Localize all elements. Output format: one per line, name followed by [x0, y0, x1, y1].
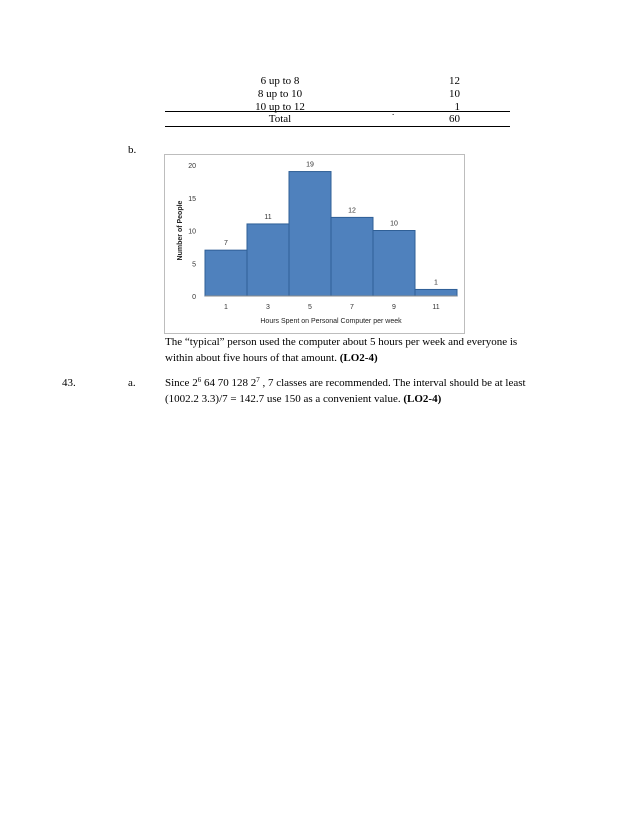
- histogram-chart: [164, 154, 465, 334]
- recommendation-text: , 7 classes are recommended. The interval should be at least: [259, 377, 526, 389]
- histogram-bar: [247, 224, 289, 296]
- table-row: [0, 75, 638, 87]
- learning-objective-tag: (LO2-4): [339, 352, 378, 364]
- exponent-7: 7: [256, 376, 260, 384]
- x-tick-label: 11: [432, 304, 440, 311]
- histogram-svg: [165, 155, 464, 333]
- x-axis-label: Hours Spent on Personal Computer per week: [260, 318, 402, 325]
- y-tick-label: 15: [188, 195, 196, 203]
- table-total-row: [0, 113, 638, 125]
- class-cell: 6 up to 8: [260, 75, 300, 87]
- x-tick-label: 5: [308, 304, 312, 311]
- y-tick-label: 5: [192, 261, 196, 269]
- bar-data-label: 7: [224, 240, 228, 248]
- histogram-bar: [415, 289, 457, 296]
- comparison-text: 64 70 128 2: [201, 377, 257, 389]
- part-b-label: b.: [128, 144, 137, 156]
- bar-data-label: 10: [390, 220, 398, 228]
- count-cell: 1: [454, 101, 460, 113]
- problem-part-label: a.: [128, 377, 136, 389]
- interpretation-line-1: The “typical” person used the computer about 5 hours per week and everyone is: [165, 336, 518, 348]
- y-tick-label: 10: [188, 228, 196, 236]
- bar-data-label: 19: [306, 161, 314, 169]
- class-cell: 8 up to 10: [257, 88, 303, 100]
- count-cell: 12: [449, 75, 460, 87]
- dot-mark: .: [392, 107, 395, 117]
- table-rule-bottom: [165, 126, 510, 127]
- since-text: Since 2: [165, 377, 198, 389]
- histogram-bar: [205, 250, 247, 296]
- problem43-line-1: [165, 376, 526, 391]
- histogram-bar: [289, 172, 331, 296]
- interval-text: (1002.2 3.3)/7 = 142.7 use 150 as a convenient value.: [165, 393, 404, 405]
- count-cell: 10: [449, 88, 460, 100]
- problem-number: 43.: [62, 377, 76, 389]
- y-axis-label: Number of People: [177, 200, 184, 261]
- histogram-bar: [331, 217, 373, 296]
- bar-data-label: 12: [348, 207, 356, 215]
- exponent-6: 6: [197, 376, 202, 384]
- class-cell: 10 up to 12: [255, 101, 305, 113]
- problem43-line-2: [165, 392, 441, 407]
- y-tick-label: 20: [188, 163, 196, 170]
- x-tick-label: 3: [266, 304, 270, 311]
- y-tick-label: 0: [192, 294, 196, 301]
- table-rule: [165, 111, 510, 112]
- bar-data-label: 1: [434, 279, 438, 287]
- x-tick-label: 1: [224, 304, 228, 311]
- total-label: Total: [268, 113, 292, 125]
- x-tick-label: 9: [392, 304, 396, 311]
- learning-objective-tag: (LO2-4): [403, 393, 442, 405]
- total-value: 60: [449, 113, 460, 125]
- bar-data-label: 11: [264, 213, 272, 221]
- interpretation-line-2: [165, 351, 378, 366]
- x-tick-label: 7: [350, 304, 354, 311]
- table-row: [0, 88, 638, 100]
- histogram-bar: [373, 231, 415, 297]
- interpretation-text: within about five hours of that amount.: [165, 352, 340, 364]
